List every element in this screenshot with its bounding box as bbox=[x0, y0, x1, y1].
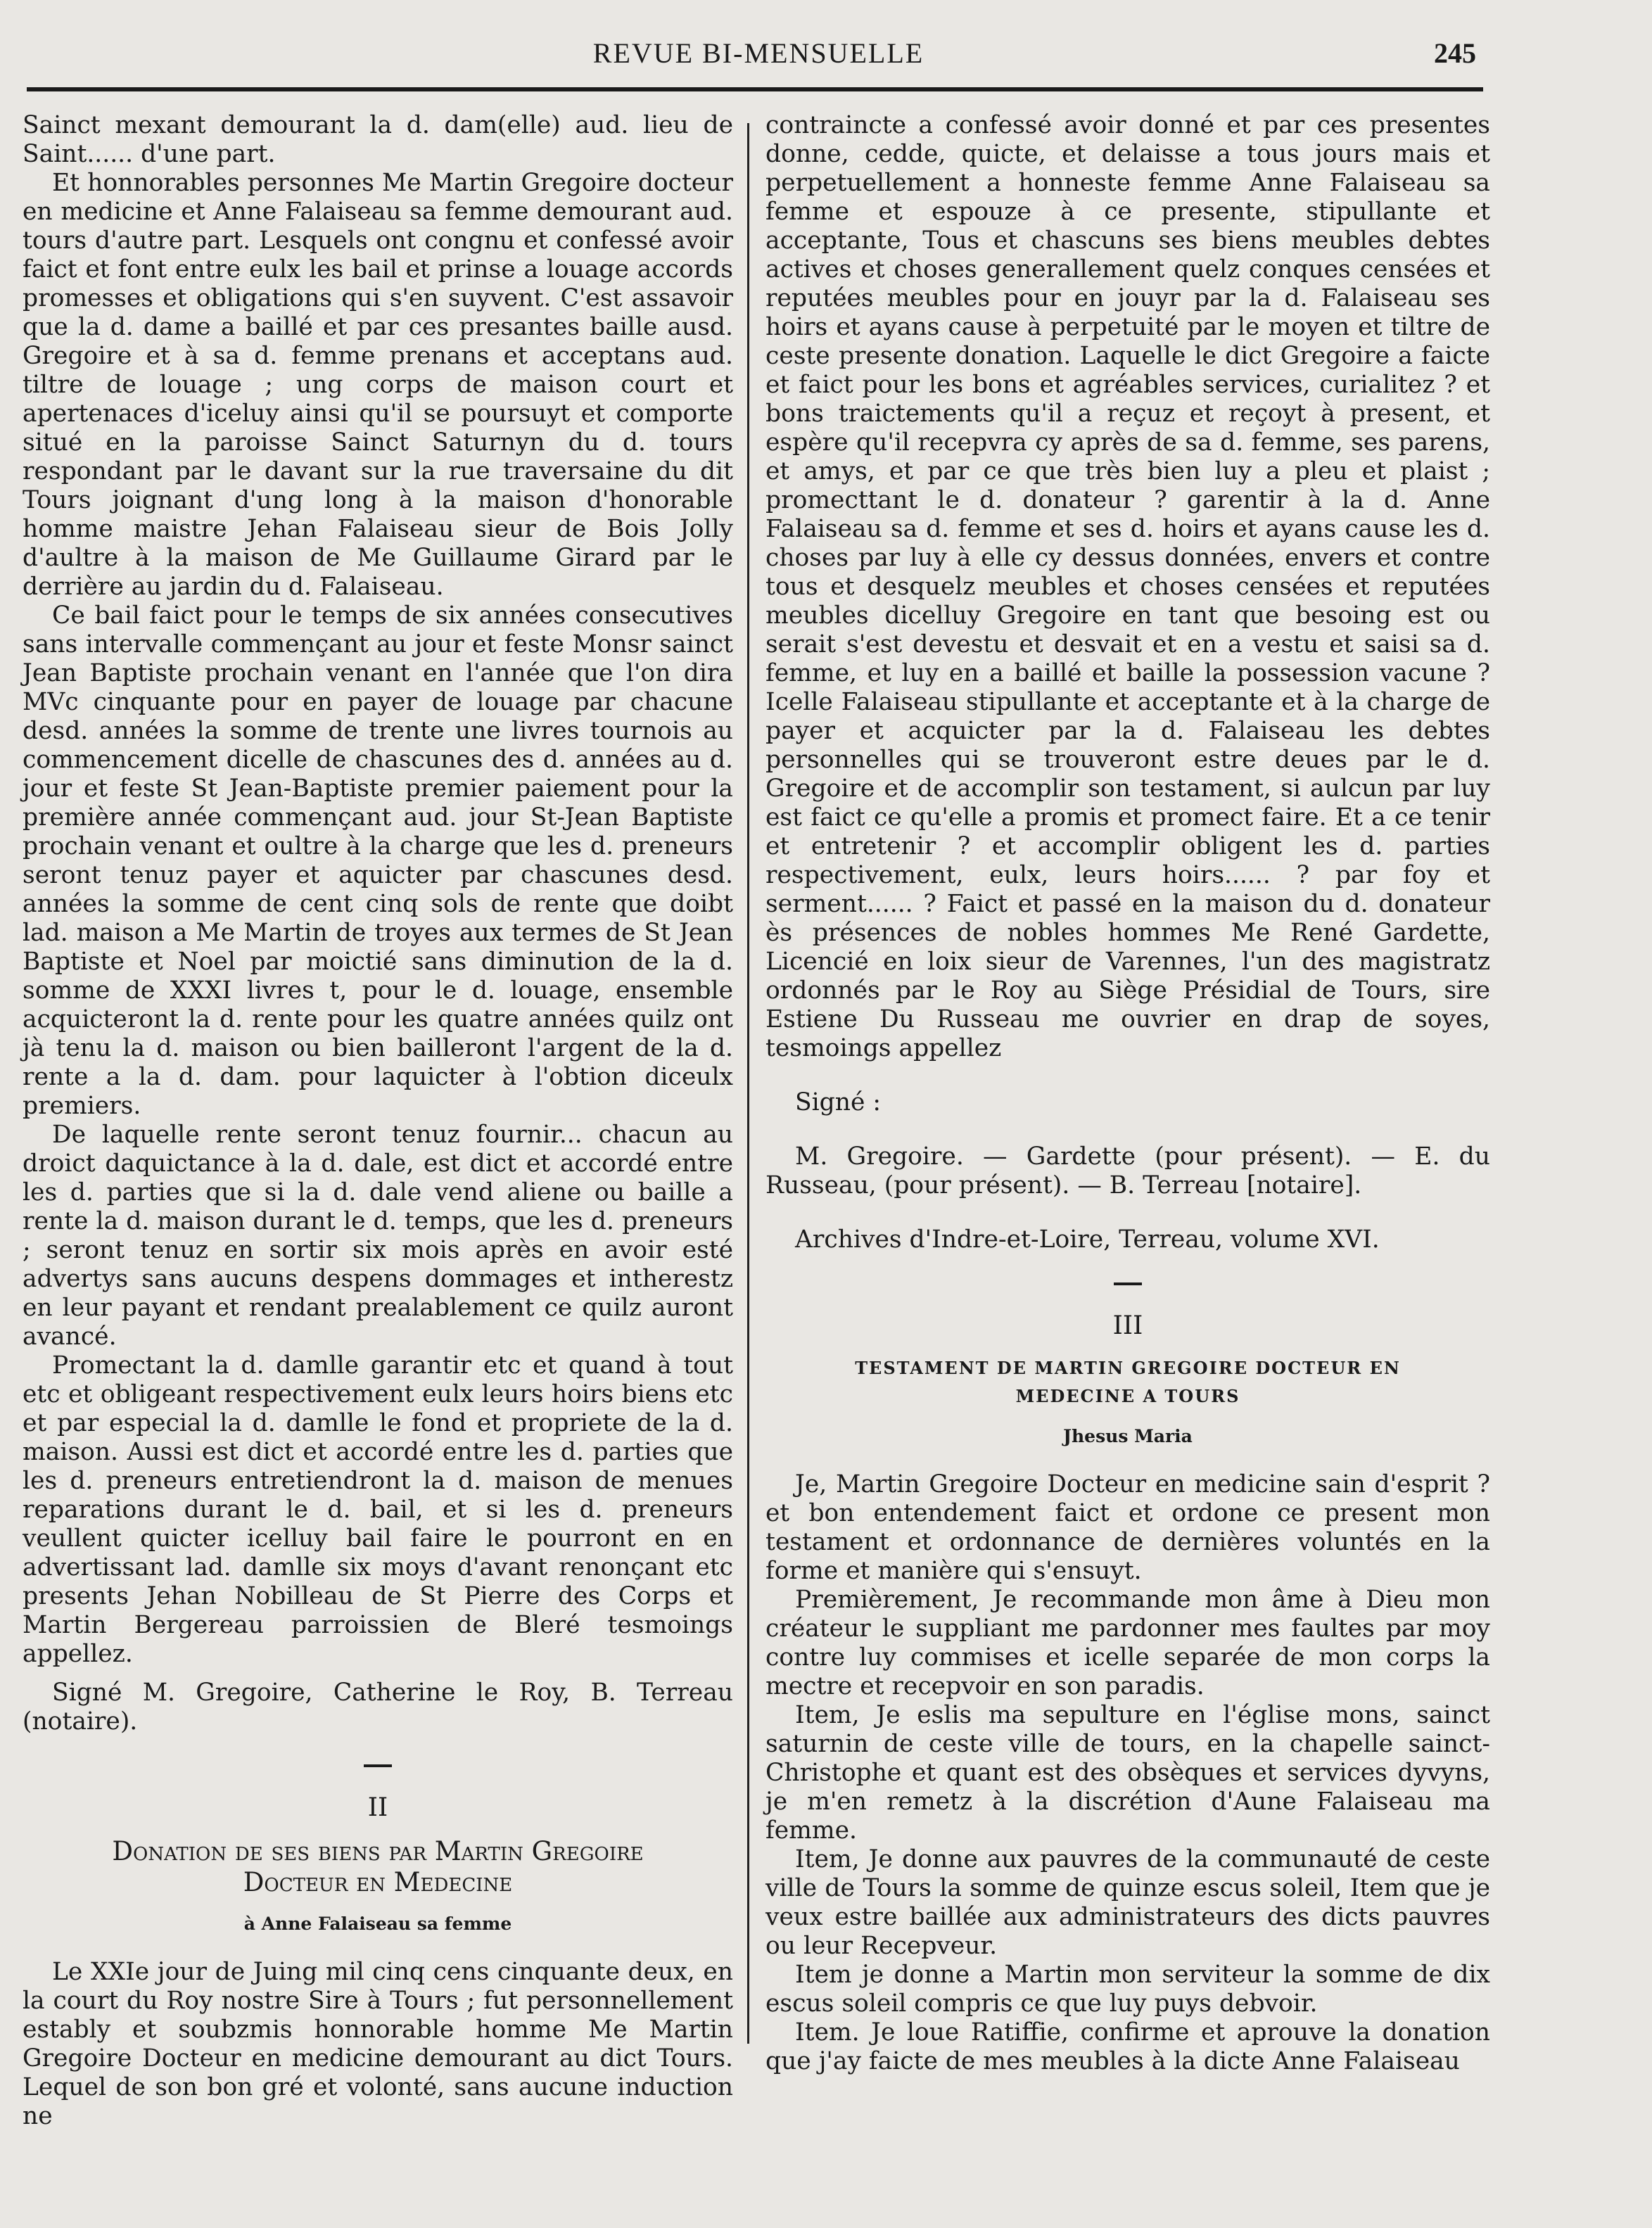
paragraph: Premièrement, Je recommande mon âme à Dieu mon créateur le suppliant me pardonner mes faultes par moy contre luy commises et icelle separée de mon corps la mectre et recepvoir en son paradis. bbox=[765, 1586, 1490, 1700]
paragraph: Le XXIe jour de Juing mil cinq cens cinquante deux, en la court du Roy nostre Sire à Tours ; fut personnellement estably et soubzmis honnorable homme Me Martin Gregoire Docteur en medicine demourant au dict Tours. Lequel de son bon gré et volonté, sans aucune induction ne bbox=[23, 1958, 733, 2130]
signature-line: M. Gregoire. — Gardette (pour présent). — E. du Russeau, (pour présent). — B. Terreau [notaire]. bbox=[765, 1142, 1490, 1199]
section-separator bbox=[765, 1268, 1490, 1297]
paragraph: Item, Je donne aux pauvres de la communauté de ceste ville de Tours la somme de quinze escus soleil, Item que je veux estre baillée aux administrateurs des dicts pauvres ou leur Recepveur. bbox=[765, 1845, 1490, 1960]
column-divider bbox=[747, 123, 749, 2044]
page-number: 245 bbox=[1434, 37, 1476, 69]
section-number: II bbox=[367, 1793, 388, 1822]
running-title: REVUE BI-MENSUELLE bbox=[592, 37, 925, 69]
header-rule bbox=[27, 87, 1483, 91]
paragraph: Promectant la d. damlle garantir etc et quand à tout etc et obligeant respectivement eulx leurs hoirs biens etc et par especial la d. damlle le fond et propriete de la d. maison. Aussi est dict et accordé entre les d. parties que les d. preneurs entretiendront la d. maison de menues reparations durant le d. bail, et si les d. preneurs veullent quicter icelluy bail faire le pourront en en advertissant lad. damlle six moys d'avant renonçant etc presents Jehan Nobilleau de St Pierre des Corps et Martin Bergereau parroissien de Bleré tesmoings appellez. bbox=[23, 1351, 733, 1668]
section-title: Donation de ses biens par Martin Gregoire bbox=[112, 1836, 644, 1866]
paragraph: Ce bail faict pour le temps de six années consecutives sans intervalle commençant au jour et feste Monsr sainct Jean Baptiste prochain venant en l'année que l'on dira MVc cinquante pour en payer de louage par chacune desd. années la somme de trente une livres tournois au commencement dicelle de chascunes des d. années au d. jour et feste St Jean-Baptiste premier paiement pour la première année commençant aud. jour St-Jean Baptiste prochain venant et oultre à la charge que les d. preneurs seront tenuz payer et aquicter par chascunes desd. années la somme de cent cinq sols de rente que doibt lad. maison a Me Martin de troyes aux termes de St Jean Baptiste et Noel par moictié sans diminution de la d. somme de XXXI livres t, pour le d. louage, ensemble acquicteront la d. rente pour les quatre années quilz ont jà tenu la d. maison ou bien bailleront l'argent de la d. rente a la d. dam. pour laquicter à l'obtion diceulx premiers. bbox=[23, 601, 733, 1120]
paragraph: Sainct mexant demourant la d. dam(elle) aud. lieu de Saint...... d'une part. bbox=[23, 111, 733, 168]
paragraph: Item. Je loue Ratiffie, confirme et aprouve la donation que j'ay faicte de mes meubles à la dicte Anne Falaiseau bbox=[765, 2018, 1490, 2075]
section-subtitle: à Anne Falaiseau sa femme bbox=[243, 1914, 512, 1934]
section-number: III bbox=[1112, 1311, 1143, 1340]
section-title: TESTAMENT DE MARTIN GREGOIRE DOCTEUR EN bbox=[855, 1358, 1401, 1378]
archive-reference: Archives d'Indre-et-Loire, Terreau, volume XVI. bbox=[795, 1226, 1380, 1254]
paragraph: Je, Martin Gregoire Docteur en medicine sain d'esprit ? et bon entendement faict et ordone ce present mon testament et ordonnance de dernières voluntés en la forme et manière qui s'ensuyt. bbox=[765, 1470, 1490, 1585]
paragraph: Item, Je eslis ma sepulture en l'église mons, sainct saturnin de ceste ville de tours, en la chapelle sainct-Christophe et quant est des obsèques et services dyvyns, je m'en remetz à la discrétion d'Aune Falaiseau ma femme. bbox=[765, 1701, 1490, 1845]
section-subtitle: Jhesus Maria bbox=[1063, 1426, 1193, 1446]
page-header bbox=[27, 34, 1490, 76]
signature-line: Signé M. Gregoire, Catherine le Roy, B. Terreau (notaire). bbox=[23, 1679, 733, 1736]
section-title: Docteur en Medecine bbox=[243, 1867, 513, 1897]
signed-label: Signé : bbox=[795, 1088, 881, 1116]
paragraph: contraincte a confessé avoir donné et par ces presentes donne, cedde, quicte, et delaisse a tous jours mais et perpetuellement a honneste femme Anne Falaiseau sa femme et espouze à ce presente, stipullante et acceptante, Tous et chascuns ses biens meubles debtes actives et choses generallement quelz conques censées et reputées meubles pour en jouyr par la d. Falaiseau ses hoirs et ayans cause à perpetuité par le moyen et tiltre de ceste presente donation. Laquelle le dict Gregoire a faicte et faict pour les bons et agréables services, curialitez ? et bons traictements qu'il a reçuz et reçoyt à present, et espère qu'il recepvra cy après de sa d. femme, ses parens, et amys, et par ce que très bien luy a pleu et plaist ; promecttant le d. donateur ? garentir à la d. Anne Falaiseau sa d. femme et ses d. hoirs et ayans cause les d. choses par luy à elle cy dessus données, envers et contre tous et desquelz meubles et choses censées et reputées meubles dicelluy Gregoire en tant que besoing est ou serait s'est devestu et desvait et en a vestu et saisi sa d. femme, et luy en a baillé et baille la possession vacune ? Icelle Falaiseau stipullante et acceptante et à la charge de payer et acquicter par la d. Falaiseau les debtes personnelles qui se trouveront estre deues par le d. Gregoire et de accomplir son testament, si aulcun par luy est faict ce qu'elle a promis et promect faire. Et a ce tenir et entretenir ? et accomplir obligent les d. parties respectivement, eulx, leurs hoirs...... ? par foy et serment...... ? Faict et passé en la maison du d. donateur ès présences de nobles hommes Me René Gardette, Licencié en loix sieur de Varennes, l'un des magistratz ordonnés par le Roy au Siège Présidial de Tours, sire Estiene Du Russeau me ouvrier en drap de soyes, tesmoings appellez bbox=[765, 111, 1490, 1062]
section-title: MEDECINE A TOURS bbox=[1015, 1386, 1240, 1406]
right-column bbox=[765, 111, 1490, 2076]
paragraph: Item je donne a Martin mon serviteur la somme de dix escus soleil compris ce que luy puys debvoir. bbox=[765, 1961, 1490, 2018]
left-column bbox=[23, 111, 733, 2131]
section-separator bbox=[23, 1750, 733, 1779]
paragraph: Et honnorables personnes Me Martin Gregoire docteur en medicine et Anne Falaiseau sa femme demourant aud. tours d'autre part. Lesquels ont congnu et confessé avoir faict et font entre eulx les bail et prinse a louage accords promesses et obligations qui s'en suyvent. C'est assavoir que la d. dame a baillé et par ces presantes baille ausd. Gregoire et à sa d. femme prenans et acceptans aud. tiltre de louage ; ung corps de maison court et apertenaces d'iceluy ainsi qu'il se poursuyt et comporte situé en la paroisse Sainct Saturnyn du d. tours respondant par le davant sur la rue traversaine du dit Tours joignant d'ung long à la maison d'honorable homme maistre Jehan Falaiseau sieur de Bois Jolly d'aultre à la maison de Me Guillaume Girard par le derrière au jardin du d. Falaiseau. bbox=[23, 169, 733, 601]
paragraph: De laquelle rente seront tenuz fournir... chacun au droict daquictance à la d. dale, est dict et accordé entre les d. parties que si la d. dale vend aliene ou baille a rente la d. maison durant le d. temps, que les d. preneurs ; seront tenuz en sortir six mois après en avoir esté advertys sans aucuns despens dommages et intherestz en leur payant et rendant prealablement ce quilz auront avancé. bbox=[23, 1121, 733, 1351]
